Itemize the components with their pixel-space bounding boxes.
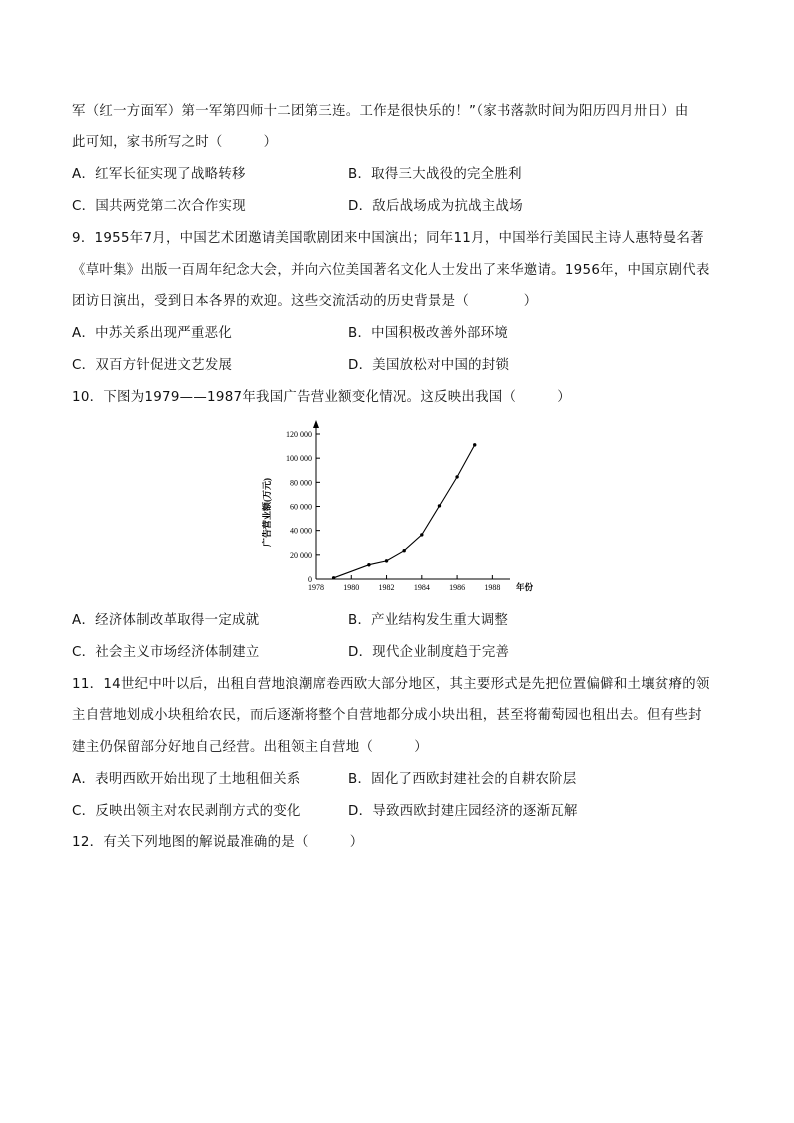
x-tick-label: 1986 — [449, 583, 466, 592]
q9-option-a[interactable]: A．中苏关系出现严重恶化 — [72, 326, 233, 341]
q10-stem-line1: 10．下图为1979——1987年我国广告营业额变化情况。这反映出我国（ ） — [72, 390, 571, 405]
q11-option-a[interactable]: A．表明西欧开始出现了土地租佃关系 — [72, 772, 301, 787]
x-axis-label: 年份 — [516, 582, 534, 592]
q8-option-d[interactable]: D．敌后战场成为抗战主战场 — [348, 199, 523, 214]
q9-stem-line2: 《草叶集》出版一百周年纪念大会，并向六位美国著名文化人士发出了来华邀请。1956年，中国京剧代表 — [72, 263, 710, 278]
q10-option-d[interactable]: D．现代企业制度趋于完善 — [348, 645, 510, 660]
y-tick-label: 0 — [308, 575, 312, 584]
y-tick-label: 120 000 — [286, 430, 312, 439]
data-point — [402, 549, 405, 552]
data-point — [367, 563, 370, 566]
data-point — [420, 533, 423, 536]
q10-option-b[interactable]: B．产业结构发生重大调整 — [348, 613, 509, 628]
q11-option-b[interactable]: B．固化了西欧封建社会的自耕农阶层 — [348, 772, 577, 787]
y-axis-label: 广告营业额(万元) — [262, 478, 272, 547]
q8-option-a[interactable]: A．红军长征实现了战略转移 — [72, 167, 246, 182]
x-tick-label: 1982 — [378, 583, 395, 592]
q11-stem-line2: 主自营地划成小块租给农民，而后逐渐将整个自营地都分成小块出租，甚至将葡萄园也租出去。但有些封 — [72, 708, 702, 723]
x-tick-label: 1980 — [343, 583, 360, 592]
y-axis-arrow — [313, 420, 319, 428]
q11-option-d[interactable]: D．导致西欧封建庄园经济的逐渐瓦解 — [348, 804, 578, 819]
data-point — [332, 576, 335, 579]
q8-stem-line2: 此可知，家书所写之时（ ） — [72, 135, 278, 150]
q9-stem-line3: 团访日演出，受到日本各界的欢迎。这些交流活动的历史背景是（ ） — [72, 294, 538, 309]
q9-option-c[interactable]: C．双百方针促进文艺发展 — [72, 358, 233, 373]
q10-option-a[interactable]: A．经济体制改革取得一定成就 — [72, 613, 260, 628]
q12-stem-line1: 12．有关下列地图的解说最准确的是（ ） — [72, 835, 364, 850]
data-point — [455, 475, 458, 478]
q11-option-c[interactable]: C．反映出领主对农民剥削方式的变化 — [72, 804, 301, 819]
x-tick-label: 1978 — [308, 583, 324, 592]
q9-stem-line1: 9．1955年7月，中国艺术团邀请美国歌剧团来中国演出；同年11月，中国举行美国民主诗人惠特曼名著 — [72, 231, 704, 246]
ad-revenue-line-chart — [258, 416, 538, 596]
y-tick-label: 40 000 — [290, 526, 312, 536]
data-point — [438, 504, 441, 507]
q10-option-c[interactable]: C．社会主义市场经济体制建立 — [72, 645, 260, 660]
y-tick-label: 100 000 — [286, 454, 312, 464]
x-tick-label: 1984 — [413, 583, 430, 592]
q11-stem-line1: 11．14世纪中叶以后，出租自营地浪潮席卷西欧大部分地区，其主要形式是先把位置偏僻和土壤贫瘠的领 — [72, 677, 710, 692]
y-tick-label: 80 000 — [290, 478, 312, 488]
data-point — [385, 559, 388, 562]
q9-option-d[interactable]: D．美国放松对中国的封锁 — [348, 358, 510, 373]
y-tick-label: 20 000 — [290, 550, 312, 560]
q8-option-c[interactable]: C．国共两党第二次合作实现 — [72, 199, 246, 214]
q8-stem-line1: 军（红一方面军）第一军第四师十二团第三连。工作是很快乐的！”（家书落款时间为阳历四月卅日）由 — [72, 104, 689, 119]
x-tick-label: 1988 — [484, 583, 501, 592]
q8-option-b[interactable]: B．取得三大战役的完全胜利 — [348, 167, 522, 182]
q9-option-b[interactable]: B．中国积极改善外部环境 — [348, 326, 509, 341]
q11-stem-line3: 建主仍保留部分好地自己经营。出租领主自营地（ ） — [72, 740, 428, 755]
y-tick-label: 60 000 — [290, 502, 312, 512]
data-point — [473, 443, 476, 446]
series-line — [334, 445, 475, 578]
